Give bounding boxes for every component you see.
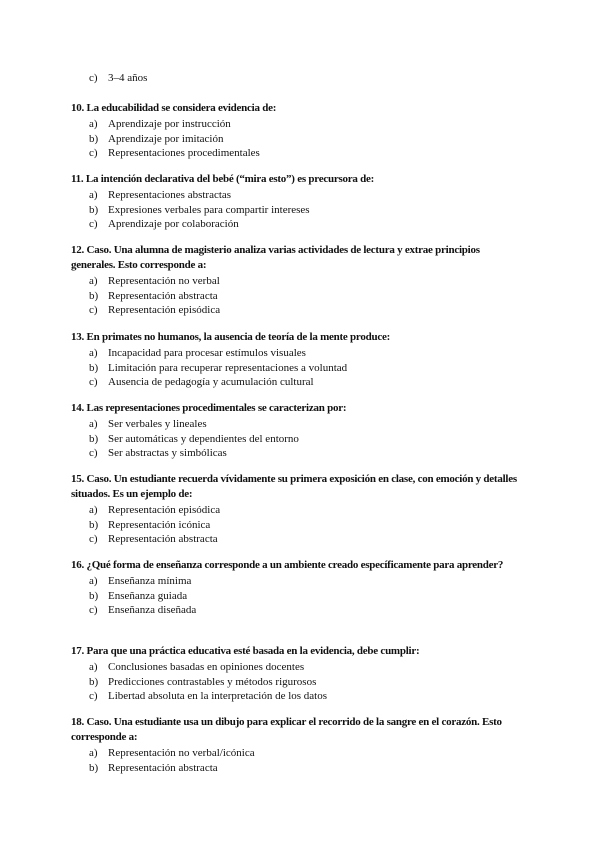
option-row bbox=[71, 446, 519, 461]
option-text: Aprendizaje por colaboración bbox=[108, 218, 239, 230]
option-text: Enseñanza guiada bbox=[108, 589, 188, 602]
question-10 bbox=[71, 101, 519, 161]
option-text: Ausencia de pedagogía y acumulación cultural bbox=[108, 376, 314, 388]
continuation-block bbox=[71, 71, 519, 86]
option-row bbox=[71, 146, 519, 161]
option-row bbox=[71, 303, 519, 318]
option-row bbox=[71, 532, 519, 547]
option-row bbox=[71, 71, 519, 86]
option-text: Representación episódica bbox=[108, 304, 221, 316]
option-text: Predicciones contrastables y métodos rigurosos bbox=[108, 675, 317, 688]
option-row bbox=[71, 761, 519, 776]
option-letter: a) bbox=[89, 118, 98, 130]
option-text: Representación episódica bbox=[108, 504, 221, 516]
question-text: 11. La intención declarativa del bebé (“mira esto”) es precursora de: bbox=[71, 173, 375, 185]
option-row bbox=[71, 689, 519, 704]
option-text: Representación no verbal/icónica bbox=[108, 747, 255, 759]
question-text: 12. Caso. Una alumna de magisterio analiza varias actividades de lectura y extrae principios generales. Esto corresponde a: bbox=[71, 244, 480, 271]
option-letter: b) bbox=[89, 761, 99, 774]
option-letter: b) bbox=[89, 132, 99, 145]
option-text: Representación abstracta bbox=[108, 533, 218, 545]
option-letter: c) bbox=[89, 690, 98, 702]
option-text: Ser verbales y lineales bbox=[108, 418, 207, 430]
option-row bbox=[71, 217, 519, 232]
option-letter: a) bbox=[89, 275, 98, 287]
question-12 bbox=[71, 243, 519, 318]
option-text: Enseñanza mínima bbox=[108, 575, 192, 587]
option-letter: c) bbox=[89, 304, 98, 316]
option-letter: b) bbox=[89, 289, 99, 302]
option-letter: c) bbox=[89, 376, 98, 388]
option-row bbox=[71, 188, 519, 203]
question-text: 14. Las representaciones procedimentales se caracterizan por: bbox=[71, 402, 347, 414]
question-text: 16. ¿Qué forma de enseñanza corresponde a un ambiente creado específicamente para aprender? bbox=[71, 559, 504, 571]
option-letter: c) bbox=[89, 218, 98, 230]
option-letter: b) bbox=[89, 675, 99, 688]
option-letter: b) bbox=[89, 589, 99, 602]
option-letter: a) bbox=[89, 504, 98, 516]
option-text: Representación abstracta bbox=[108, 761, 218, 774]
option-row bbox=[71, 132, 519, 147]
option-row bbox=[71, 361, 519, 376]
option-text: Representaciones abstractas bbox=[108, 189, 232, 201]
question-18 bbox=[71, 715, 519, 775]
question-11 bbox=[71, 172, 519, 232]
option-text: Representación abstracta bbox=[108, 289, 218, 302]
option-letter: b) bbox=[89, 203, 99, 216]
option-text: 3–4 años bbox=[108, 72, 148, 84]
option-text: Limitación para recuperar representaciones a voluntad bbox=[108, 361, 348, 374]
question-text: 15. Caso. Un estudiante recuerda vívidamente su primera exposición en clase, con emoción y detalles situados. Es un ejemplo de: bbox=[71, 473, 517, 500]
option-text: Libertad absoluta en la interpretación de los datos bbox=[108, 690, 328, 702]
option-row bbox=[71, 203, 519, 218]
option-letter: b) bbox=[89, 432, 99, 445]
question-text: 10. La educabilidad se considera evidencia de: bbox=[71, 102, 277, 114]
option-row bbox=[71, 603, 519, 618]
option-row bbox=[71, 417, 519, 432]
option-letter: c) bbox=[89, 533, 98, 545]
option-row bbox=[71, 660, 519, 675]
question-13 bbox=[71, 330, 519, 390]
option-row bbox=[71, 574, 519, 589]
option-letter: c) bbox=[89, 447, 98, 459]
option-letter: c) bbox=[89, 147, 98, 159]
option-row bbox=[71, 746, 519, 761]
option-row bbox=[71, 518, 519, 533]
option-text: Conclusiones basadas en opiniones docentes bbox=[108, 661, 305, 673]
option-letter: a) bbox=[89, 189, 98, 201]
option-text: Representación icónica bbox=[108, 518, 211, 531]
option-row bbox=[71, 346, 519, 361]
option-letter: b) bbox=[89, 518, 99, 531]
option-letter: a) bbox=[89, 661, 98, 673]
option-row bbox=[71, 289, 519, 304]
option-text: Representación no verbal bbox=[108, 275, 220, 287]
question-16 bbox=[71, 558, 519, 618]
option-text: Expresiones verbales para compartir intereses bbox=[108, 203, 310, 216]
option-letter: c) bbox=[89, 72, 98, 84]
option-letter: c) bbox=[89, 604, 98, 616]
question-text: 17. Para que una práctica educativa esté basada en la evidencia, debe cumplir: bbox=[71, 645, 420, 657]
question-text: 18. Caso. Una estudiante usa un dibujo para explicar el recorrido de la sangre en el corazón. Esto corresponde a: bbox=[71, 716, 502, 743]
option-text: Ser automáticas y dependientes del entorno bbox=[108, 432, 299, 445]
option-letter: b) bbox=[89, 361, 99, 374]
option-text: Representaciones procedimentales bbox=[108, 147, 260, 159]
option-row bbox=[71, 375, 519, 390]
question-15 bbox=[71, 472, 519, 547]
option-text: Aprendizaje por instrucción bbox=[108, 118, 231, 130]
option-text: Ser abstractas y simbólicas bbox=[108, 447, 227, 459]
option-row bbox=[71, 274, 519, 289]
question-text: 13. En primates no humanos, la ausencia de teoría de la mente produce: bbox=[71, 331, 391, 343]
option-letter: a) bbox=[89, 747, 98, 759]
option-letter: a) bbox=[89, 347, 98, 359]
option-letter: a) bbox=[89, 575, 98, 587]
question-17 bbox=[71, 644, 519, 704]
option-row bbox=[71, 117, 519, 132]
option-text: Incapacidad para procesar estímulos visuales bbox=[108, 347, 306, 359]
option-row bbox=[71, 503, 519, 518]
option-row bbox=[71, 589, 519, 604]
option-row bbox=[71, 432, 519, 447]
option-letter: a) bbox=[89, 418, 98, 430]
question-14 bbox=[71, 401, 519, 461]
option-text: Enseñanza diseñada bbox=[108, 604, 197, 616]
option-row bbox=[71, 675, 519, 690]
option-text: Aprendizaje por imitación bbox=[108, 132, 224, 145]
